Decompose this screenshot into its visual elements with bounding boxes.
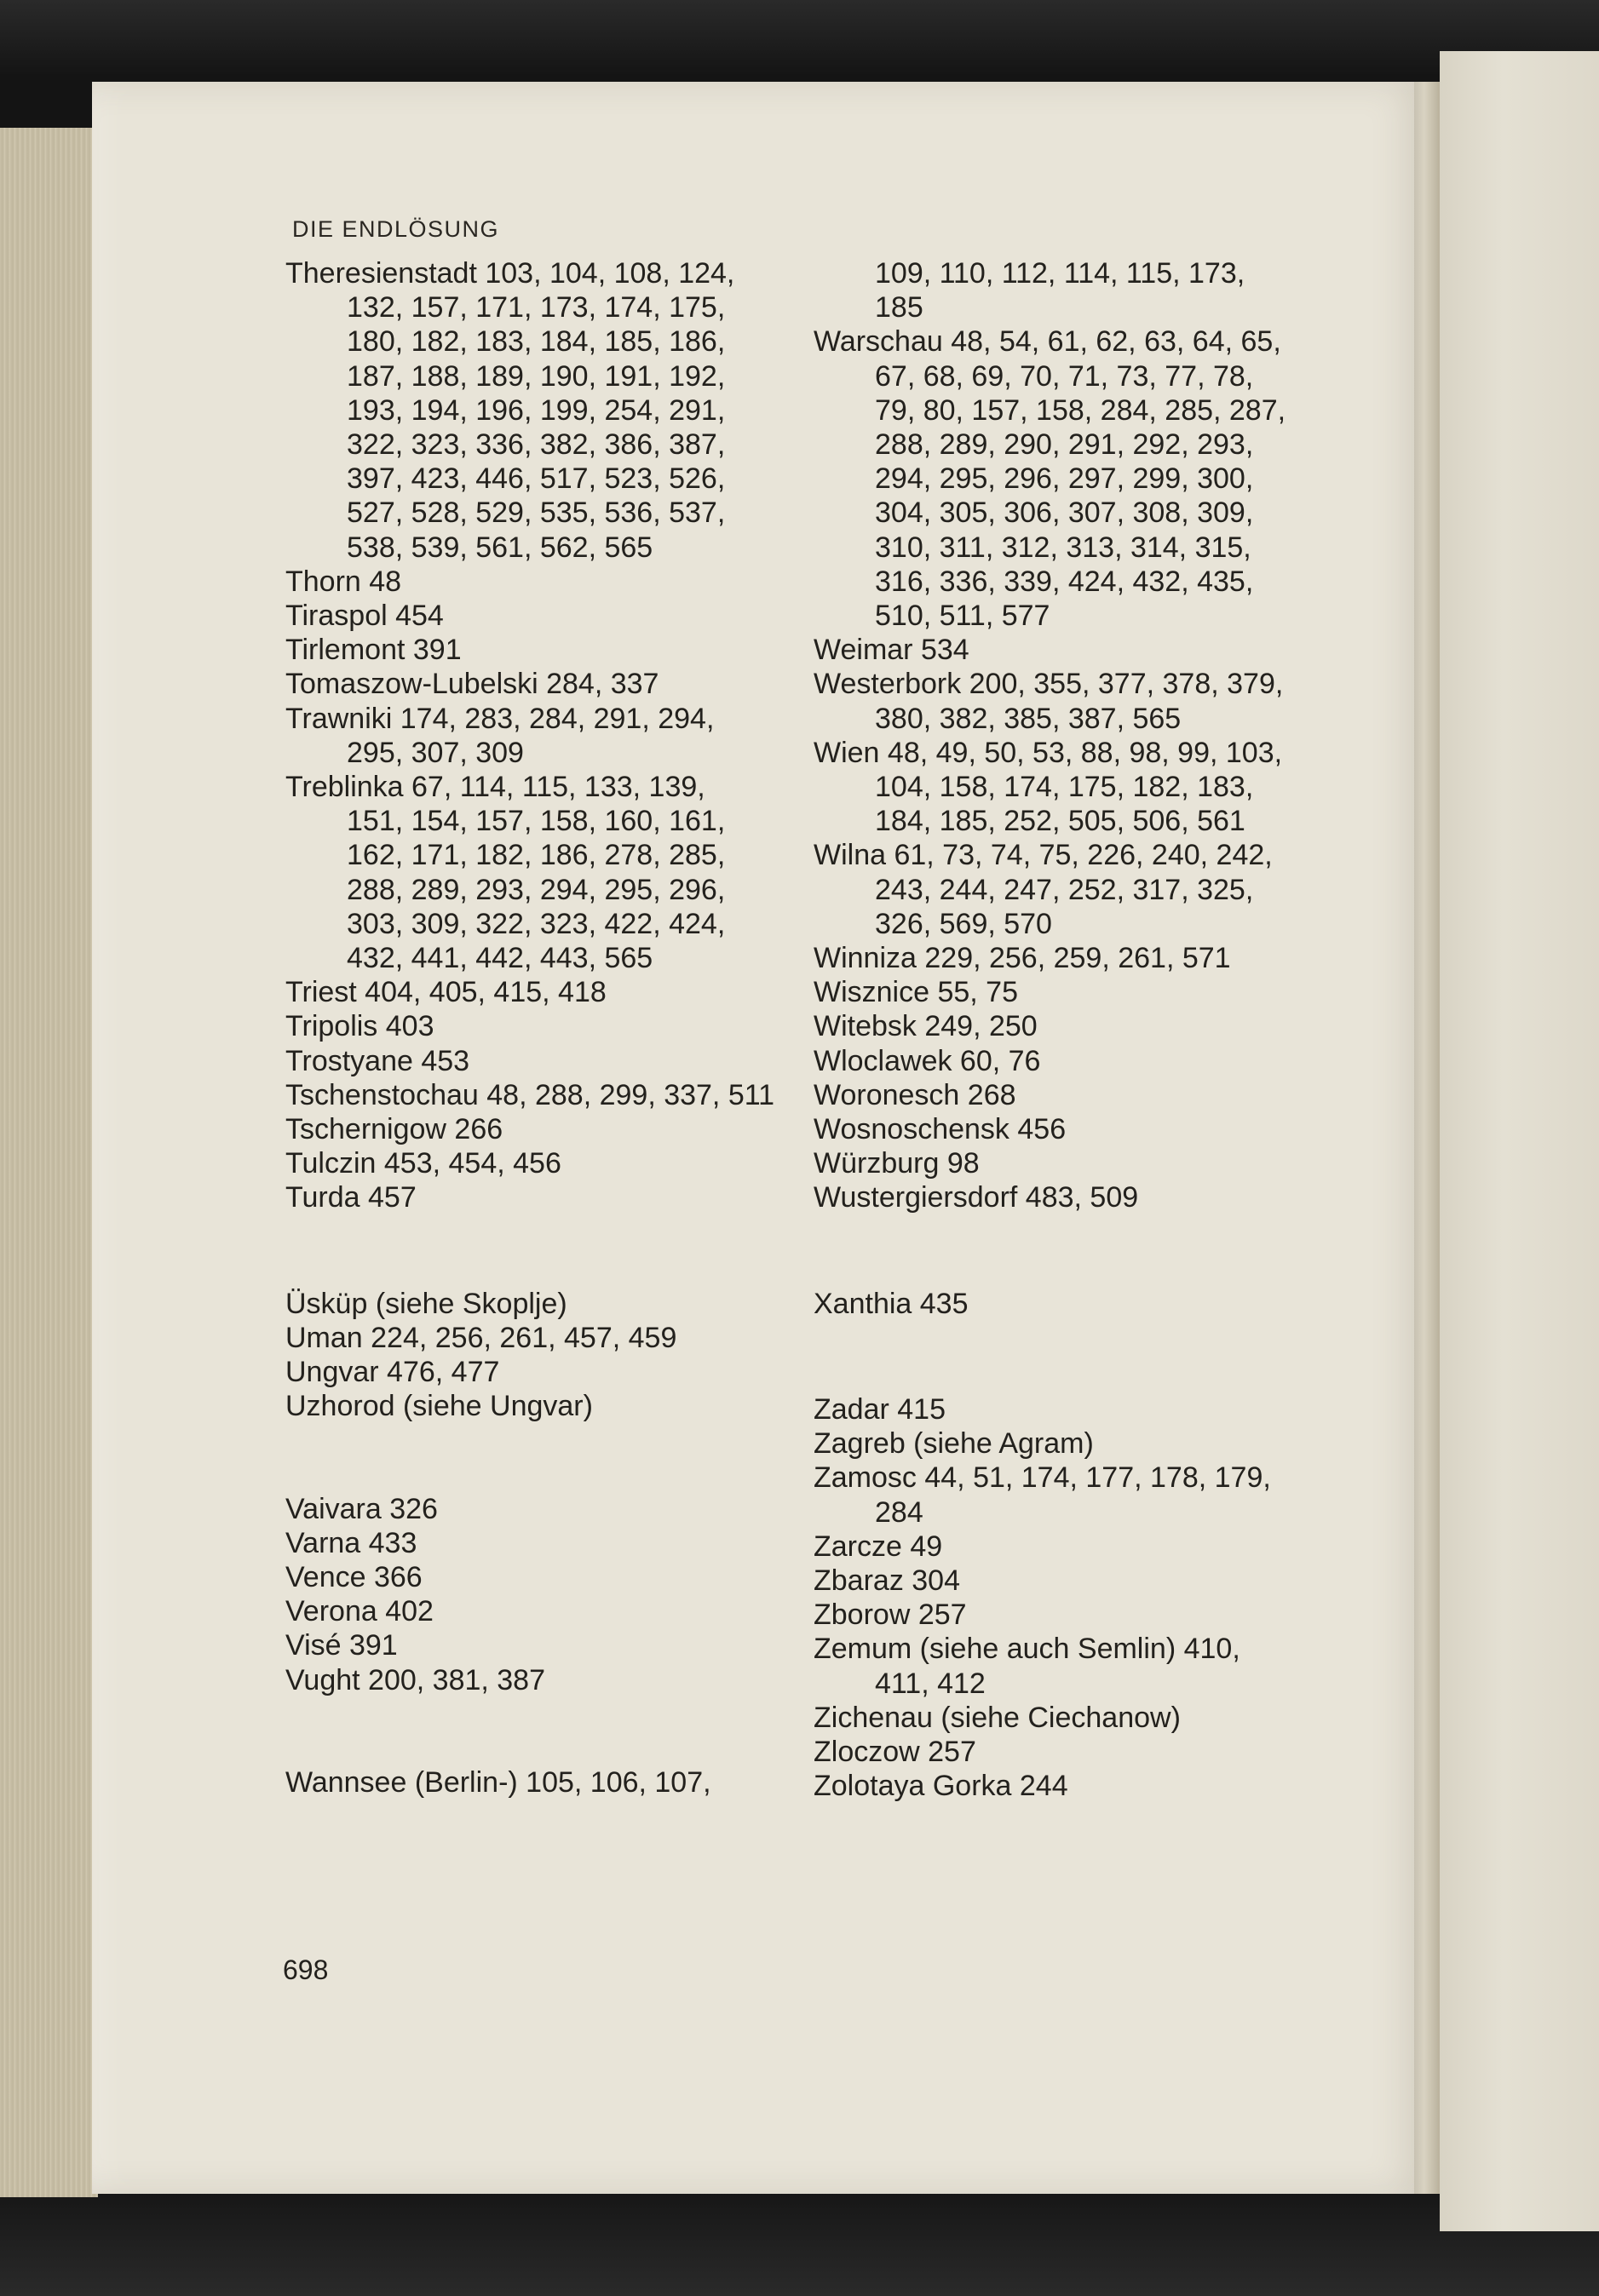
index-entry bbox=[814, 324, 1316, 633]
index-entry bbox=[814, 1180, 1316, 1214]
index-entry-line: 187, 188, 189, 190, 191, 192, bbox=[347, 359, 726, 393]
index-entry-line: Vaivara 326 bbox=[285, 1492, 438, 1525]
index-entry-line: Zbaraz 304 bbox=[814, 1564, 960, 1597]
index-entry bbox=[814, 1287, 1316, 1321]
index-entry-line: 79, 80, 157, 158, 284, 285, 287, bbox=[875, 393, 1286, 427]
index-entry bbox=[814, 1530, 1316, 1564]
index-entry bbox=[814, 1044, 1316, 1078]
index-entry bbox=[814, 667, 1316, 735]
index-entry bbox=[285, 975, 788, 1009]
index-entry bbox=[285, 565, 788, 599]
index-entry bbox=[285, 633, 788, 667]
index-entry bbox=[285, 770, 788, 975]
index-entry-line: 527, 528, 529, 535, 536, 537, bbox=[347, 497, 726, 530]
index-entry-line: Tiraspol 454 bbox=[285, 600, 444, 633]
index-entry-line: 303, 309, 322, 323, 422, 424, bbox=[347, 907, 726, 940]
index-entry-line: 304, 305, 306, 307, 308, 309, bbox=[875, 497, 1254, 530]
index-entry bbox=[285, 702, 788, 770]
index-entry-line: Wustergiersdorf 483, 509 bbox=[814, 1181, 1139, 1214]
index-entry-line: Üsküp (siehe Skoplje) bbox=[285, 1287, 567, 1320]
index-entry-line: Wilna 61, 73, 74, 75, 226, 240, 242, bbox=[814, 839, 1273, 872]
index-entry-line: 243, 244, 247, 252, 317, 325, bbox=[875, 873, 1254, 906]
index-entry-line: Zichenau (siehe Ciechanow) bbox=[814, 1701, 1181, 1734]
index-entry bbox=[285, 1594, 788, 1628]
index-entry-line: 193, 194, 196, 199, 254, 291, bbox=[347, 393, 726, 427]
index-entry-line: Varna 433 bbox=[285, 1526, 417, 1559]
index-entry-line: Vence 366 bbox=[285, 1560, 423, 1593]
index-column-right bbox=[814, 256, 1316, 1803]
index-entry bbox=[285, 667, 788, 701]
index-entry-line: Wien 48, 49, 50, 53, 88, 98, 99, 103, bbox=[814, 736, 1283, 769]
index-entry bbox=[814, 1392, 1316, 1426]
index-entry bbox=[814, 1701, 1316, 1735]
index-entry-line: Thorn 48 bbox=[285, 565, 402, 598]
index-entry-line: 184, 185, 252, 505, 506, 561 bbox=[875, 805, 1245, 838]
section-gap bbox=[814, 1321, 1316, 1392]
index-entry-line: Woronesch 268 bbox=[814, 1078, 1016, 1111]
page-number: 698 bbox=[283, 1954, 329, 1985]
index-entry-line: 432, 441, 442, 443, 565 bbox=[347, 942, 653, 975]
section-gap bbox=[285, 1697, 788, 1765]
index-entry bbox=[285, 1389, 788, 1423]
index-entry bbox=[814, 1632, 1316, 1700]
index-entry-line: Witebsk 249, 250 bbox=[814, 1010, 1038, 1043]
index-entry bbox=[285, 1355, 788, 1389]
index-entry bbox=[285, 1287, 788, 1321]
index-entry-line: Wannsee (Berlin-) 105, 106, 107, bbox=[285, 1765, 711, 1799]
index-entry-line: 67, 68, 69, 70, 71, 73, 77, 78, bbox=[875, 359, 1254, 393]
index-entry-line: 510, 511, 577 bbox=[875, 600, 1050, 633]
book-gutter bbox=[1414, 82, 1440, 2194]
index-entry-line: Trostyane 453 bbox=[285, 1044, 470, 1077]
index-entry-line: 132, 157, 171, 173, 174, 175, bbox=[347, 291, 726, 324]
index-entry-line: Zemum (siehe auch Semlin) 410, bbox=[814, 1633, 1240, 1666]
index-entry-line: Wosnoschensk 456 bbox=[814, 1113, 1067, 1146]
index-entry-line: Wisznice 55, 75 bbox=[814, 976, 1018, 1009]
index-entry-line: Zolotaya Gorka 244 bbox=[814, 1770, 1068, 1803]
index-entry-line: 162, 171, 182, 186, 278, 285, bbox=[347, 839, 726, 872]
index-entry-line: 411, 412 bbox=[875, 1667, 986, 1700]
index-entry-line: 180, 182, 183, 184, 185, 186, bbox=[347, 325, 726, 359]
index-entry-line: 185 bbox=[875, 291, 923, 324]
index-entry-line: 288, 289, 293, 294, 295, 296, bbox=[347, 873, 726, 906]
index-entry bbox=[814, 1735, 1316, 1769]
index-entry-line: Zagreb (siehe Agram) bbox=[814, 1427, 1094, 1461]
index-entry bbox=[814, 1598, 1316, 1632]
index-entry bbox=[814, 1461, 1316, 1529]
index-column-left bbox=[285, 256, 788, 1799]
index-entry bbox=[285, 1560, 788, 1594]
index-entry-line: 104, 158, 174, 175, 182, 183, bbox=[875, 771, 1254, 804]
index-entry bbox=[814, 1009, 1316, 1043]
index-entry bbox=[285, 1180, 788, 1214]
index-entry bbox=[814, 941, 1316, 975]
index-entry-line: Tschernigow 266 bbox=[285, 1113, 503, 1146]
index-entry-line: Treblinka 67, 114, 115, 133, 139, bbox=[285, 771, 705, 804]
index-entry-line: Zarcze 49 bbox=[814, 1530, 943, 1563]
index-entry-line: 294, 295, 296, 297, 299, 300, bbox=[875, 462, 1254, 496]
index-entry-line: Tomaszow-Lubelski 284, 337 bbox=[285, 668, 659, 701]
index-entry-line: Trawniki 174, 283, 284, 291, 294, bbox=[285, 702, 715, 735]
index-entry-line: Wloclawek 60, 76 bbox=[814, 1044, 1041, 1077]
index-entry-line: 109, 110, 112, 114, 115, 173, bbox=[875, 257, 1245, 290]
index-entry-line: 538, 539, 561, 562, 565 bbox=[347, 531, 653, 564]
index-entry-line: Westerbork 200, 355, 377, 378, 379, bbox=[814, 668, 1284, 701]
index-entry bbox=[285, 1492, 788, 1526]
index-entry-line: Turda 457 bbox=[285, 1181, 417, 1214]
index-entry-line: 151, 154, 157, 158, 160, 161, bbox=[347, 805, 726, 838]
index-entry-line: Tschenstochau 48, 288, 299, 337, 511 bbox=[285, 1078, 775, 1111]
index-entry-line: Theresienstadt 103, 104, 108, 124, bbox=[285, 257, 735, 290]
index-entry-line: Zloczow 257 bbox=[814, 1735, 976, 1768]
running-head: DIE ENDLÖSUNG bbox=[292, 216, 500, 242]
index-entry bbox=[285, 1526, 788, 1560]
index-entry bbox=[285, 1628, 788, 1662]
index-entry bbox=[814, 1078, 1316, 1112]
index-entry-line: Tripolis 403 bbox=[285, 1010, 434, 1043]
index-entry-line: Uzhorod (siehe Ungvar) bbox=[285, 1390, 593, 1423]
index-entry-line: 380, 382, 385, 387, 565 bbox=[875, 702, 1182, 735]
index-entry-line: Weimar 534 bbox=[814, 634, 969, 667]
index-entry bbox=[285, 1663, 788, 1697]
index-entry-line: Vught 200, 381, 387 bbox=[285, 1663, 546, 1696]
index-entry bbox=[814, 1769, 1316, 1803]
index-entry-line: 310, 311, 312, 313, 314, 315, bbox=[875, 531, 1251, 564]
index-entry bbox=[814, 975, 1316, 1009]
index-entry bbox=[285, 1078, 788, 1112]
index-entry bbox=[814, 1112, 1316, 1146]
index-entry-line: Uman 224, 256, 261, 457, 459 bbox=[285, 1321, 677, 1354]
index-entry bbox=[814, 1146, 1316, 1180]
index-entry bbox=[285, 1146, 788, 1180]
section-gap bbox=[814, 1215, 1316, 1287]
index-entry bbox=[814, 1426, 1316, 1461]
index-entry-line: 322, 323, 336, 382, 386, 387, bbox=[347, 428, 726, 462]
section-gap bbox=[285, 1215, 788, 1287]
index-entry-line: Verona 402 bbox=[285, 1595, 434, 1628]
index-entry-line: Warschau 48, 54, 61, 62, 63, 64, 65, bbox=[814, 325, 1281, 359]
index-entry-line: Winniza 229, 256, 259, 261, 571 bbox=[814, 942, 1231, 975]
index-entry-line: Xanthia 435 bbox=[814, 1287, 969, 1320]
facing-page-edge bbox=[1440, 51, 1599, 2231]
index-entry-line: 295, 307, 309 bbox=[347, 736, 524, 769]
index-entry bbox=[285, 1044, 788, 1078]
index-entry-line: Triest 404, 405, 415, 418 bbox=[285, 976, 607, 1009]
index-entry-line: Visé 391 bbox=[285, 1629, 398, 1662]
index-entry bbox=[814, 1564, 1316, 1598]
index-entry-line: 284 bbox=[875, 1495, 923, 1529]
index-entry-line: 326, 569, 570 bbox=[875, 907, 1052, 940]
page-stack-edge bbox=[0, 128, 98, 2197]
index-entry-line: 397, 423, 446, 517, 523, 526, bbox=[347, 462, 726, 496]
index-entry bbox=[285, 256, 788, 565]
section-gap bbox=[285, 1424, 788, 1492]
index-entry bbox=[285, 1009, 788, 1043]
index-entry-line: Würzburg 98 bbox=[814, 1147, 980, 1180]
index-entry bbox=[814, 736, 1316, 839]
index-entry-line: Tirlemont 391 bbox=[285, 634, 462, 667]
index-entry bbox=[285, 1765, 788, 1799]
index-entry-line: 316, 336, 339, 424, 432, 435, bbox=[875, 565, 1254, 598]
index-entry bbox=[285, 1112, 788, 1146]
index-entry-line: 288, 289, 290, 291, 292, 293, bbox=[875, 428, 1254, 462]
index-entry-line: Zadar 415 bbox=[814, 1392, 946, 1426]
index-entry-line: Zamosc 44, 51, 174, 177, 178, 179, bbox=[814, 1461, 1271, 1495]
index-entry bbox=[814, 633, 1316, 667]
index-entry-line: Ungvar 476, 477 bbox=[285, 1356, 500, 1389]
index-entry bbox=[814, 838, 1316, 941]
index-entry-line: Zborow 257 bbox=[814, 1599, 967, 1632]
index-entry bbox=[285, 1321, 788, 1355]
index-entry-line: Tulczin 453, 454, 456 bbox=[285, 1147, 561, 1180]
index-entry bbox=[285, 599, 788, 633]
index-entry bbox=[814, 256, 1316, 324]
